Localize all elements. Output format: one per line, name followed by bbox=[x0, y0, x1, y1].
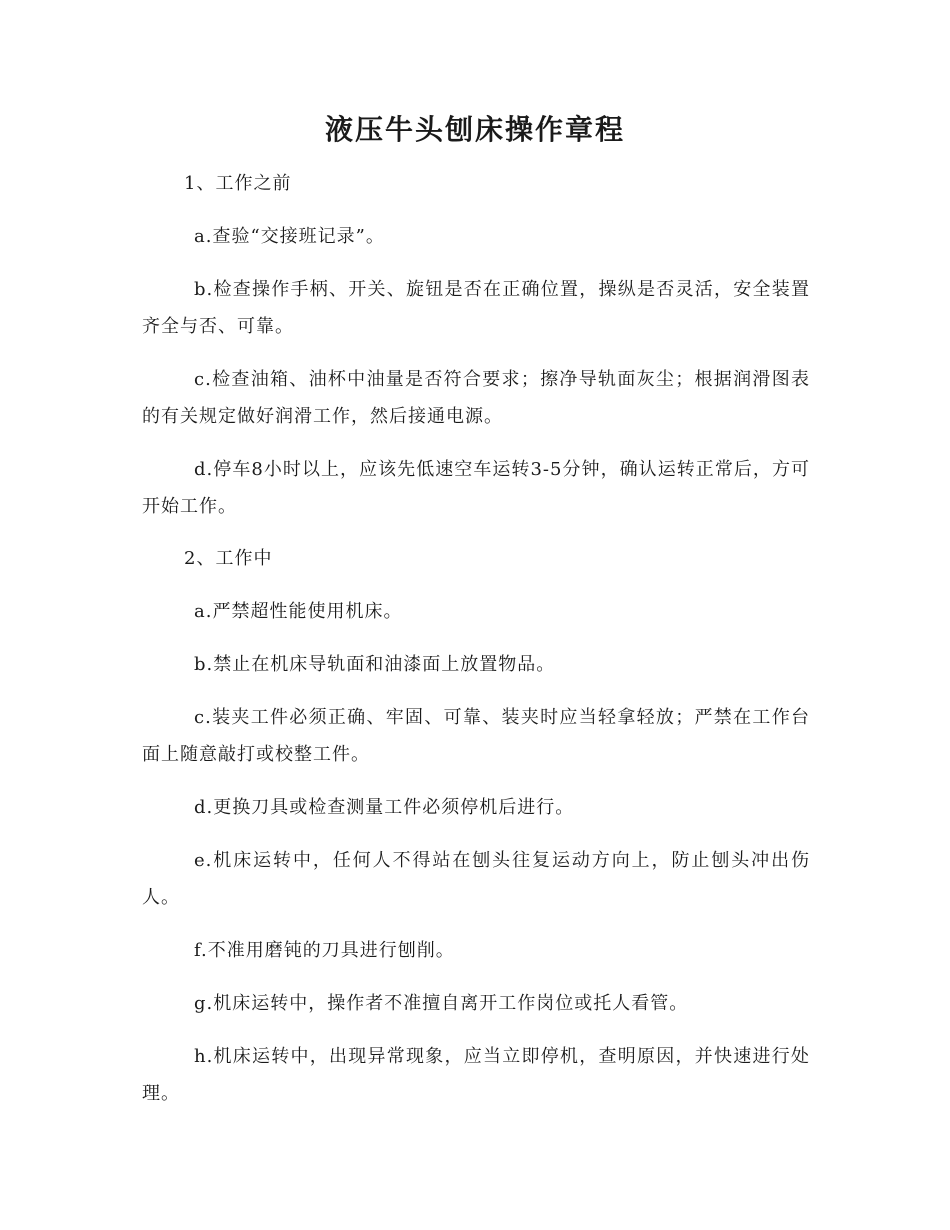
section-during-work bbox=[142, 541, 810, 1112]
section-item: c.检查油箱、油杯中油量是否符合要求；擦净导轨面灰尘；根据润滑图表的有关规定做好润滑工作，然后接通电源。 bbox=[142, 369, 810, 427]
section-item: e.机床运转中，任何人不得站在刨头往复运动方向上，防止刨头冲出伤人。 bbox=[142, 850, 810, 908]
document-title: 液压牛头刨床操作章程 bbox=[324, 113, 625, 146]
section-item: a.严禁超性能使用机床。 bbox=[194, 601, 403, 622]
section-heading: 2、工作中 bbox=[184, 548, 273, 569]
section-item: b.禁止在机床导轨面和油漆面上放置物品。 bbox=[194, 654, 556, 675]
section-item: a.查验“交接班记录”。 bbox=[194, 226, 385, 247]
section-item: b.检查操作手柄、开关、旋钮是否在正确位置，操纵是否灵活，安全装置齐全与否、可靠。 bbox=[142, 279, 810, 337]
section-item: d.停车8小时以上，应该先低速空车运转3-5分钟，确认运转正常后，方可开始工作。 bbox=[142, 459, 810, 517]
section-item: h.机床运转中，出现异常现象，应当立即停机，查明原因，并快速进行处理。 bbox=[142, 1046, 810, 1104]
section-item: g.机床运转中，操作者不准擅自离开工作岗位或托人看管。 bbox=[194, 993, 689, 1014]
section-item: f.不准用磨钝的刀具进行刨削。 bbox=[194, 940, 455, 961]
section-before-work bbox=[142, 166, 810, 525]
document-body bbox=[142, 166, 810, 1128]
section-heading: 1、工作之前 bbox=[184, 173, 292, 194]
section-item: c.装夹工件必须正确、牢固、可靠、装夹时应当轻拿轻放；严禁在工作台面上随意敲打或校整工件。 bbox=[142, 707, 810, 765]
section-item: d.更换刀具或检查测量工件必须停机后进行。 bbox=[194, 797, 575, 818]
